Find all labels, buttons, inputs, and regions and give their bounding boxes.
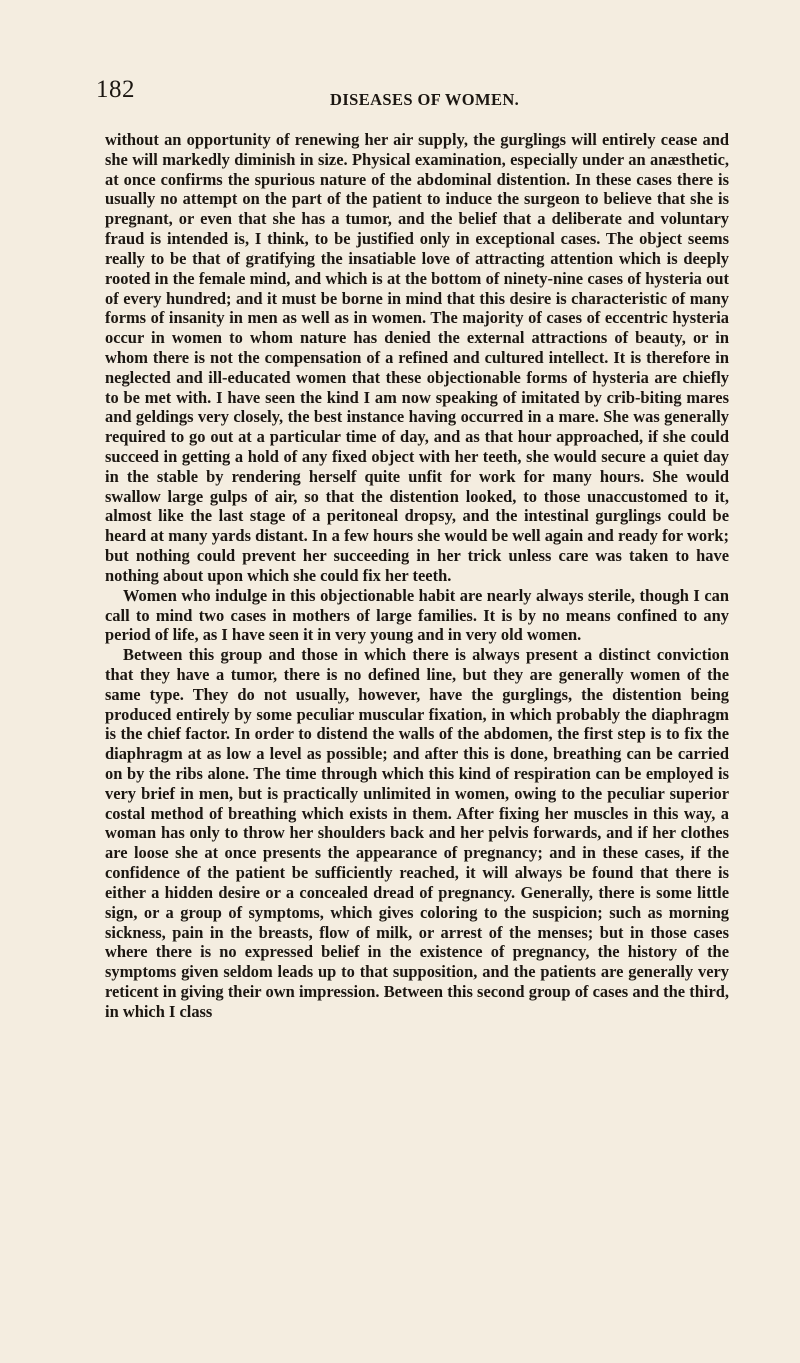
- paragraph: Women who indulge in this objectionable habit are nearly always sterile, though I can call to mind two cases in mothers of large families. It is by no means confined to any period of life, as I have seen it in very young and in very old women.: [105, 585, 729, 645]
- running-title: DISEASES OF WOMEN.: [330, 90, 520, 109]
- paragraph: without an opportunity of renewing her air supply, the gurglings will entirely cease and she will markedly diminish in size. Physical examination, especially under an anæsthetic, at once confirms the spurious nature of the abdominal distention. In these cases there is usually no attempt on the part of the patient to induce the surgeon to believe that she is pregnant, or even that she has a tumor, and the belief that a deliberate and voluntary fraud is intended is, I think, to be justified only in exceptional cases. The object seems really to be that of gratifying the insatiable love of attracting attention which is deeply rooted in the female mind, and which is at the bottom of ninety-nine cases of hysteria out of every hundred; and it must be borne in mind that this desire is characteristic of many forms of insanity in men as well as in women. The majority of cases of eccentric hysteria occur in women to whom nature has denied the external attractions of beauty, or in whom there is not the compensation of a refined and cultured intellect. It is therefore in neglected and ill-educated women that these objectionable forms of hysteria are chiefly to be met with. I have seen the kind I am now speaking of imitated by crib-biting mares and geldings very closely, the best instance having occurred in a mare. She was generally required to go out at a particular time of day, and as that hour approached, if she could succeed in getting a hold of any fixed object with her teeth, she would secure a quiet day in the stable by rendering herself quite unfit for work for many hours. She would swallow large gulps of air, so that the distention looked, to those unaccustomed to it, almost like the last stage of a peritoneal dropsy, and the intestinal gurglings could be heard at many yards distant. In a few hours she would be well again and ready for work; but nothing could prevent her succeeding in her trick unless care was taken to have nothing about upon which she could fix her teeth.: [105, 130, 729, 585]
- body-text: [105, 130, 729, 1022]
- page-number: 182: [96, 76, 135, 103]
- paragraph: Between this group and those in which there is always present a distinct conviction that they have a tumor, there is no defined line, but they are generally women of the same type. They do not usually, however, have the gurglings, the distention being produced entirely by some peculiar muscular fixation, in which probably the diaphragm is the chief factor. In order to distend the walls of the abdomen, the first step is to fix the diaphragm at as low a level as possible; and after this is done, breathing can be carried on by the ribs alone. The time through which this kind of respiration can be employed is very brief in men, but is practically unlimited in women, owing to the peculiar superior costal method of breathing which exists in them. After fixing her muscles in this way, a woman has only to throw her shoulders back and her pelvis forwards, and if her clothes are loose she at once presents the appearance of pregnancy; and in these cases, if the confidence of the patient be sufficiently reached, it will always be found that there is either a hidden desire or a concealed dread of pregnancy. Generally, there is some little sign, or a group of symptoms, which gives coloring to the suspicion; such as morning sickness, pain in the breasts, flow of milk, or arrest of the menses; but in those cases where there is no expressed belief in the existence of pregnancy, the history of the symptoms given seldom leads up to that supposition, and the patients are generally very reticent in giving their own impression. Between this second group of cases and the third, in which I class: [105, 645, 729, 1021]
